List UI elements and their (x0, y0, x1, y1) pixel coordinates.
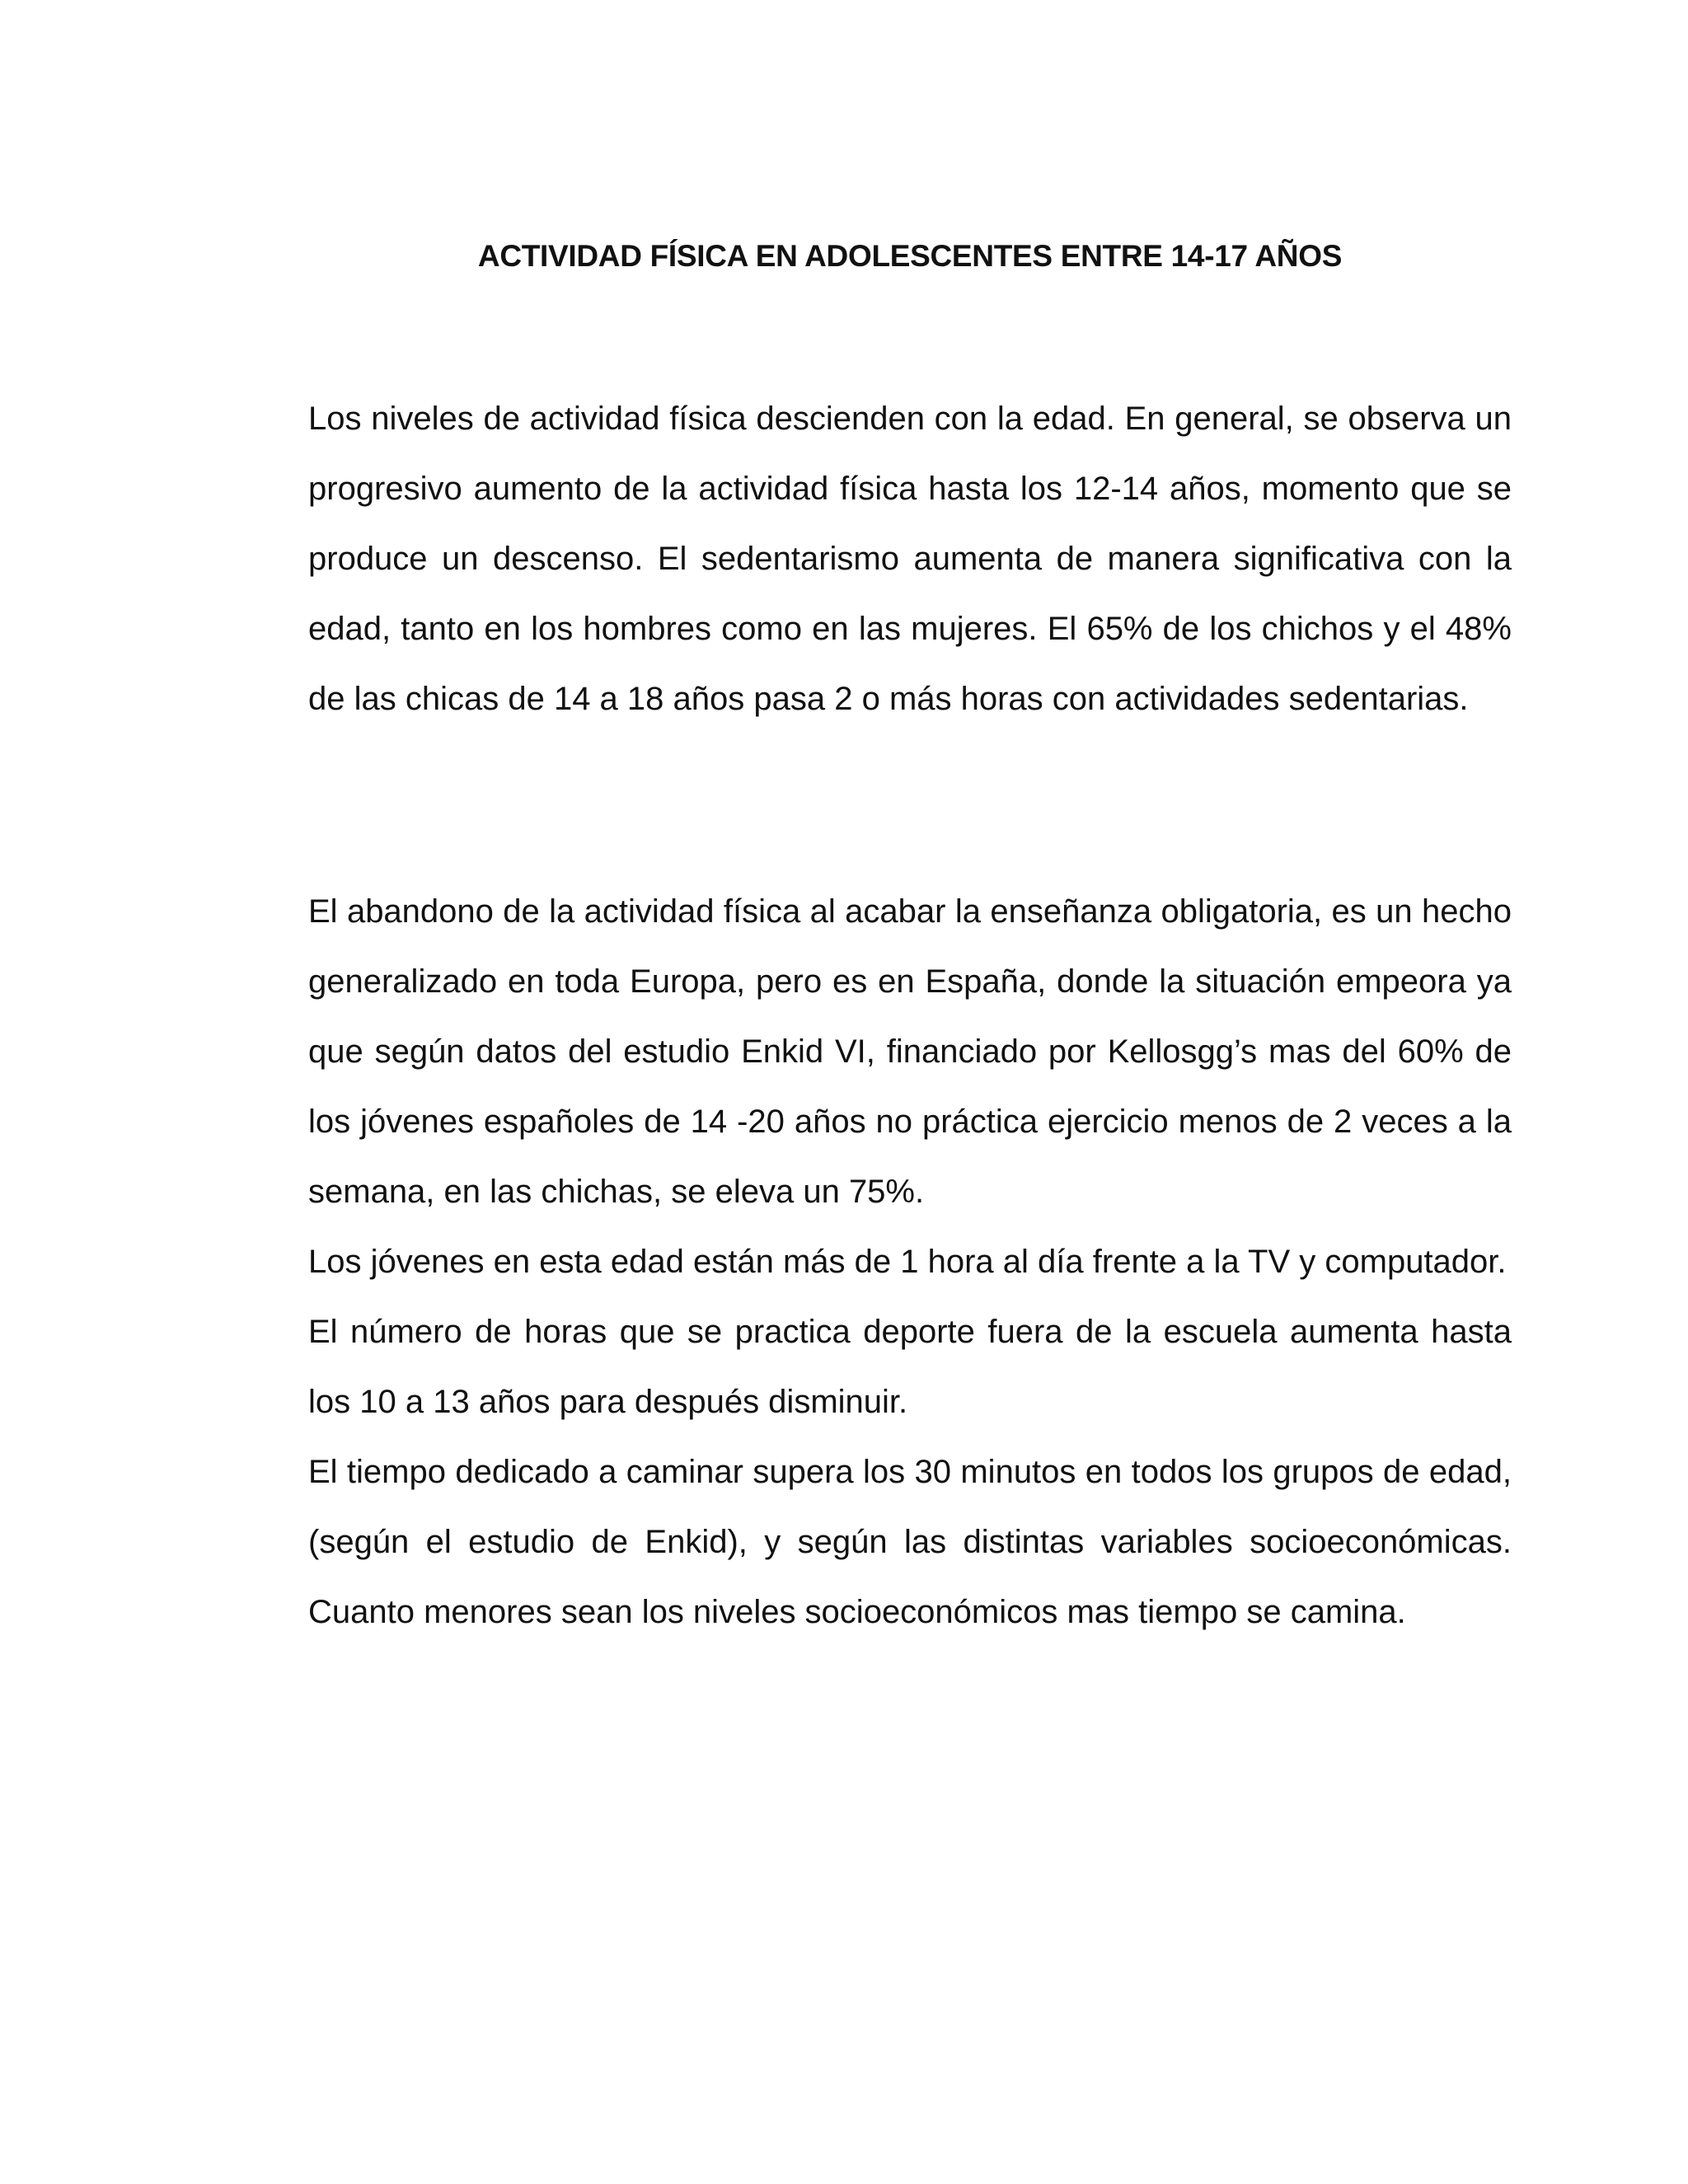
paragraph-4: El número de horas que se practica deporte fuera de la escuela aumenta hasta los 10 a 13 años para después disminuir. (308, 1314, 1512, 1420)
paragraph-2: El abandono de la actividad física al acabar la enseñanza obligatoria, es un hecho generalizado en toda Europa, pero es en España, donde la situación empeora ya que según datos del estudio Enkid VI, financiado por Kellosgg’s mas del 60% de los jóvenes españoles de 14 -20 años no práctica ejercicio menos de 2 veces a la semana, en las chichas, se eleva un 75%. (308, 893, 1512, 1210)
document-title: ACTIVIDAD FÍSICA EN ADOLESCENTES ENTRE 14-17 AÑOS (477, 239, 1343, 273)
paragraph-1: Los niveles de actividad física descienden con la edad. En general, se observa un progresivo aumento de la actividad física hasta los 12-14 años, momento que se produce un descenso. El sedentarismo aumenta de manera significativa con la edad, tanto en los hombres como en las mujeres. El 65% de los chichos y el 48% de las chicas de 14 a 18 años pasa 2 o más horas con actividades sedentarias. (308, 401, 1512, 717)
paragraph-5: El tiempo dedicado a caminar supera los 30 minutos en todos los grupos de edad, (según el estudio de Enkid), y según las distintas variables socioeconómicas. Cuanto menores sean los niveles socioeconómicos mas tiempo se camina. (308, 1454, 1512, 1630)
paragraph-3: Los jóvenes en esta edad están más de 1 hora al día frente a la TV y computador. (308, 1244, 1507, 1280)
body-paragraph-group-1 (308, 384, 1512, 734)
body-paragraph-group-2 (308, 877, 1512, 1647)
